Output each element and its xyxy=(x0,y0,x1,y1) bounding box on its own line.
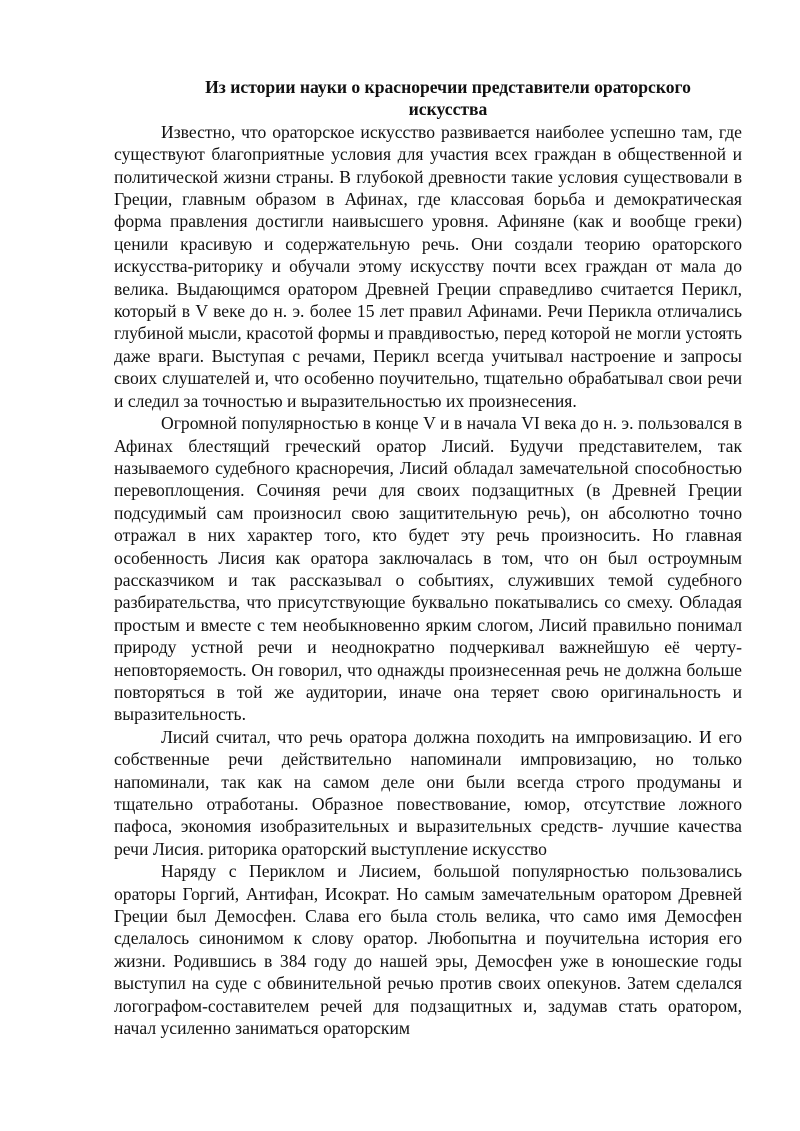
paragraph-4: Наряду с Периклом и Лисием, большой популярностью пользовались ораторы Горгий, Антифан, Исократ. Но самым замечательным оратором Древней Греции был Демосфен. Слава его была столь велика, что само имя Демосфен сделалось синонимом к слову оратор. Любопытна и поучительна история его жизни. Родившись в 384 году до нашей эры, Демосфен уже в юношеские годы выступил на суде с обвинительной речью против своих опекунов. Затем сделался логографом-составителем речей для подзащитных и, задумав стать оратором, начал усиленно заниматься ораторским xyxy=(114,861,742,1039)
document-title: Из истории науки о красноречии представители ораторского искусства xyxy=(205,77,691,120)
document-page xyxy=(114,76,742,1039)
paragraph-2: Огромной популярностью в конце V и в начала VI века до н. э. пользовался в Афинах блестящий греческий оратор Лисий. Будучи представителем, так называемого судебного красноречия, Лисий обладал замечательной способностью перевоплощения. Сочиняя речи для своих подзащитных (в Древней Греции подсудимый сам произносил свою защитительную речь), он абсолютно точно отражал в них характер того, кто будет эту речь произносить. Но главная особенность Лисия как оратора заключалась в том, что он был остроумным рассказчиком и так рассказывал о событиях, служивших темой судебного разбирательства, что присутствующие буквально покатывались со смеху. Обладая простым и вместе с тем необыкновенно ярким слогом, Лисий правильно понимал природу устной речи и неоднократно подчеркивал важнейшую её черту-неповторяемость. Он говорил, что однажды произнесенная речь не должна больше повторяться в той же аудитории, иначе она теряет свою оригинальность и выразительность. xyxy=(114,413,742,725)
paragraph-3: Лисий считал, что речь оратора должна походить на импровизацию. И его собственные речи действительно напоминали импровизацию, но только напоминали, так как на самом деле они были всегда строго продуманы и тщательно отработаны. Образное повествование, юмор, отсутствие ложного пафоса, экономия изобразительных и выразительных средств- лучшие качества речи Лисия. риторика ораторский выступление искусство xyxy=(114,726,742,859)
paragraph-1: Известно, что ораторское искусство развивается наиболее успешно там, где существуют благоприятные условия для участия всех граждан в общественной и политической жизни страны. В глубокой древности такие условия существовали в Греции, главным образом в Афинах, где классовая борьба и демократическая форма правления достигли наивысшего уровня. Афиняне (как и вообще греки) ценили красивую и содержательную речь. Они создали теорию ораторского искусства-риторику и обучали этому искусству почти всех граждан от мала до велика. Выдающимся оратором Древней Греции справедливо считается Перикл, который в V веке до н. э. более 15 лет правил Афинами. Речи Перикла отличались глубиной мысли, красотой формы и правдивостью, перед которой не могли устоять даже враги. Выступая с речами, Перикл всегда учитывал настроение и запросы своих слушателей и, что особенно поучительно, тщательно обрабатывал свои речи и следил за точностью и выразительностью их произнесения. xyxy=(114,121,742,411)
